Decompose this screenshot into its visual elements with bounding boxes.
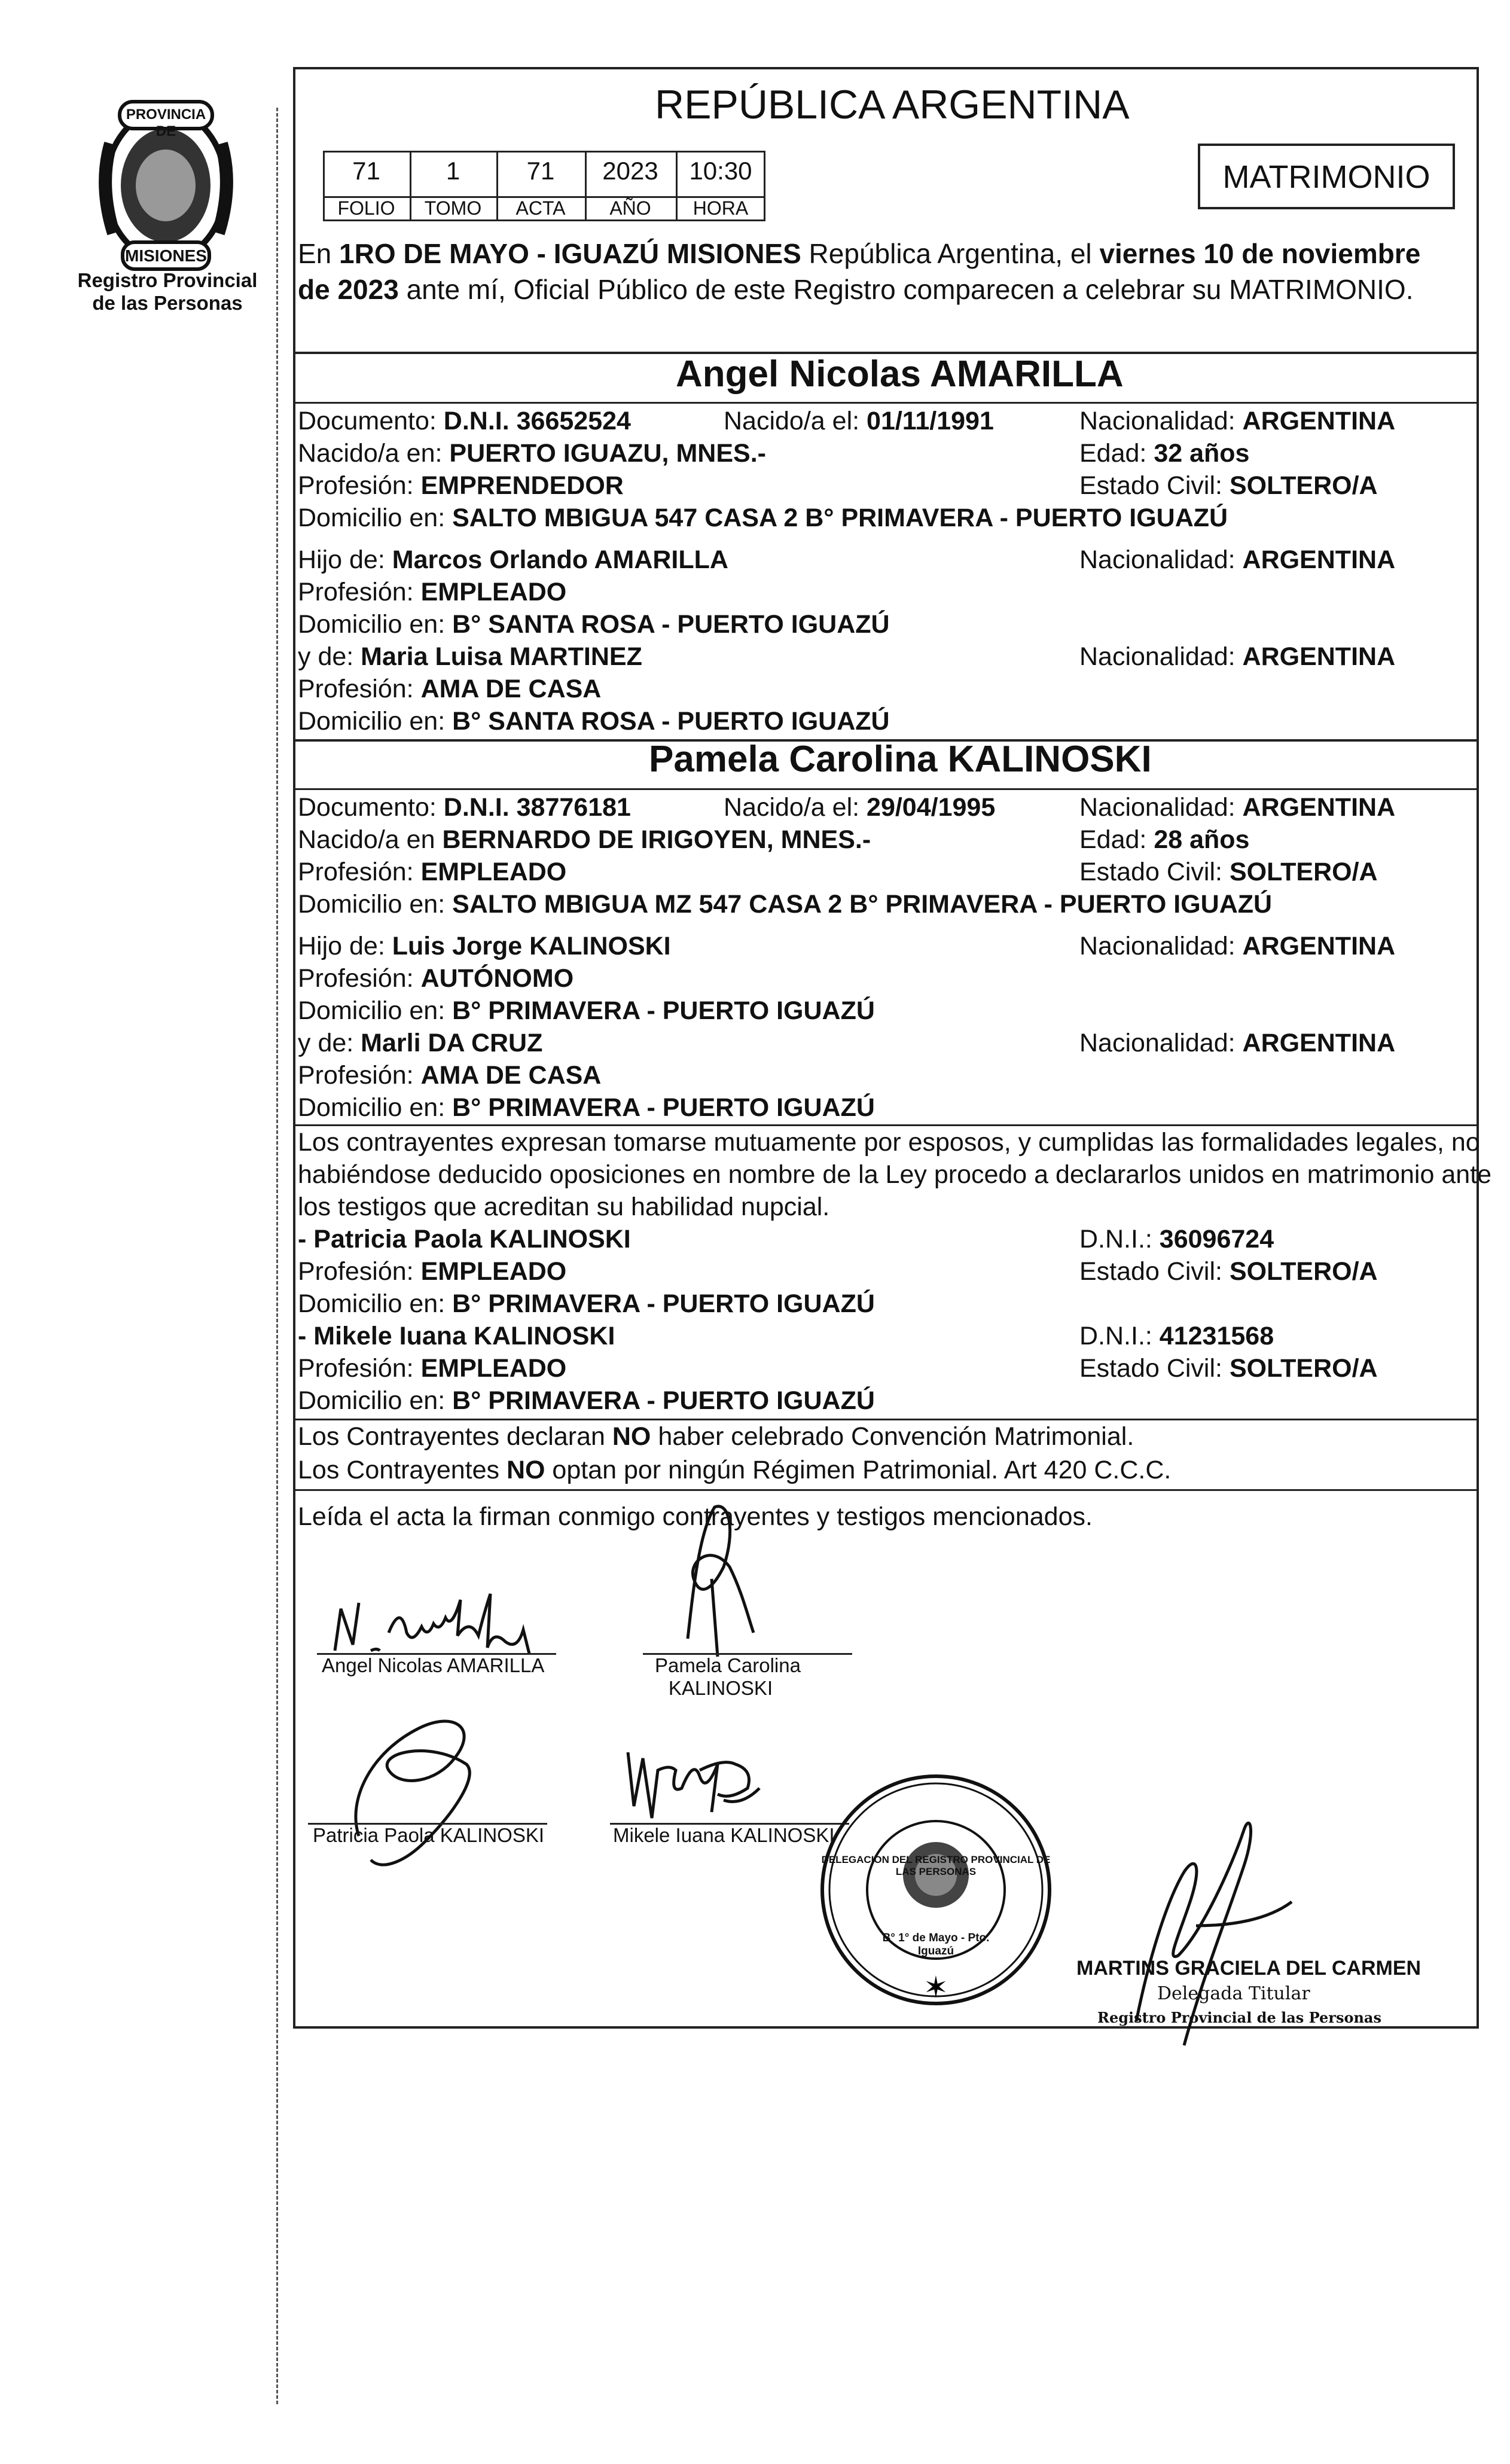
spouse2-address: Domicilio en: SALTO MBIGUA MZ 547 CASA 2 B° PRIMAVERA - PUERTO IGUAZÚ <box>298 890 1273 919</box>
tomo-value: 1 <box>446 157 460 185</box>
stamp-ring-text: DELEGACION DEL REGISTRO PROVINCIAL DE LAS PERSONAS <box>821 1854 1051 1877</box>
spouse1-nationality: Nacionalidad: ARGENTINA <box>1079 407 1396 435</box>
spouse1-birthdate: Nacido/a el: 01/11/1991 <box>724 407 994 435</box>
acta-value: 71 <box>526 157 555 185</box>
stamp-inner-text: B° 1° de Mayo - Pto. Iguazú <box>882 1932 990 1957</box>
caption-line-1: Registro Provincial <box>77 269 258 291</box>
closing-statement: Leída el acta la firman conmigo contrayentes y testigos mencionados. <box>298 1502 1093 1531</box>
witness2-name: - Mikele Iuana KALINOSKI <box>298 1322 615 1350</box>
spouse2-birthdate: Nacido/a el: 29/04/1995 <box>724 793 996 822</box>
spouse1-mother-nationality: Nacionalidad: ARGENTINA <box>1079 642 1396 671</box>
witness1-profession: Profesión: EMPLEADO <box>298 1257 567 1286</box>
intro-line-1: En 1RO DE MAYO - IGUAZÚ MISIONES República Argentina, el viernes 10 de noviembre <box>298 238 1421 269</box>
anio-value: 2023 <box>602 157 658 185</box>
spouse2-nationality: Nacionalidad: ARGENTINA <box>1079 793 1396 822</box>
spouse2-father-profession: Profesión: AUTÓNOMO <box>298 964 574 993</box>
hora-label: HORA <box>693 197 749 219</box>
regime-line-1: Los Contrayentes declaran NO haber celebrado Convención Matrimonial. <box>298 1422 1134 1451</box>
hora-value: 10:30 <box>689 157 752 185</box>
signature-name-1: Angel Nicolas AMARILLA <box>322 1654 545 1676</box>
registry-seal-logo <box>87 96 245 275</box>
caption-line-2: de las Personas <box>92 292 243 314</box>
witness1-civil-status: Estado Civil: SOLTERO/A <box>1079 1257 1378 1286</box>
official-stamp <box>816 1770 1056 2009</box>
signature-name-4: Mikele Iuana KALINOSKI <box>613 1824 835 1846</box>
spouse1-father-nationality: Nacionalidad: ARGENTINA <box>1079 545 1396 574</box>
spouse1-name: Angel Nicolas AMARILLA <box>676 353 1124 395</box>
spouse2-mother: y de: Marli DA CRUZ <box>298 1029 543 1057</box>
witness2-dni: D.N.I.: 41231568 <box>1079 1322 1274 1350</box>
witness2-profession: Profesión: EMPLEADO <box>298 1354 567 1383</box>
logo-text-top: PROVINCIA DE <box>126 106 206 139</box>
spouse1-mother: y de: Maria Luisa MARTINEZ <box>298 642 642 671</box>
tomo-label: TOMO <box>424 197 482 219</box>
spouse1-address: Domicilio en: SALTO MBIGUA 547 CASA 2 B° PRIMAVERA - PUERTO IGUAZÚ <box>298 504 1228 532</box>
spouse2-mother-nationality: Nacionalidad: ARGENTINA <box>1079 1029 1396 1057</box>
declaration-line-1: Los contrayentes expresan tomarse mutuamente por esposos, y cumplidas las formalidades legales, no <box>298 1128 1480 1157</box>
signature-pamela <box>658 1495 777 1666</box>
spouse2-father-nationality: Nacionalidad: ARGENTINA <box>1079 932 1396 960</box>
spouse1-civil-status: Estado Civil: SOLTERO/A <box>1079 471 1378 500</box>
spouse2-birthplace: Nacido/a en BERNARDO DE IRIGOYEN, MNES.- <box>298 825 871 854</box>
official-org: Registro Provincial de las Personas <box>1097 2009 1381 2026</box>
registry-caption <box>60 269 275 315</box>
spouse2-profession: Profesión: EMPLEADO <box>298 858 567 886</box>
spouse2-age: Edad: 28 años <box>1079 825 1250 854</box>
signature-name-3: Patricia Paola KALINOSKI <box>313 1824 545 1846</box>
official-title: Delegada Titular <box>1157 1983 1310 2004</box>
spouse1-mother-profession: Profesión: AMA DE CASA <box>298 675 602 703</box>
spouse1-father: Hijo de: Marcos Orlando AMARILLA <box>298 545 728 574</box>
spouse1-profession: Profesión: EMPRENDEDOR <box>298 471 624 500</box>
official-name: MARTINS GRACIELA DEL CARMEN <box>1076 1957 1421 1980</box>
spouse2-civil-status: Estado Civil: SOLTERO/A <box>1079 858 1378 886</box>
spouse2-father: Hijo de: Luis Jorge KALINOSKI <box>298 932 671 960</box>
signature-name-2: Pamela Carolina KALINOSKI <box>655 1654 801 1699</box>
acta-label: ACTA <box>515 197 566 219</box>
spouse1-birthplace: Nacido/a en: PUERTO IGUAZU, MNES.- <box>298 439 766 468</box>
spouse2-father-address: Domicilio en: B° PRIMAVERA - PUERTO IGUAZÚ <box>298 996 875 1025</box>
folio-value: 71 <box>352 157 380 185</box>
anio-label: AÑO <box>609 197 651 219</box>
svg-text:✶: ✶ <box>923 1970 948 2005</box>
folio-label: FOLIO <box>337 197 395 219</box>
spouse2-mother-address: Domicilio en: B° PRIMAVERA - PUERTO IGUAZÚ <box>298 1093 875 1122</box>
signature-mikele <box>616 1734 783 1833</box>
document-type-box: MATRIMONIO <box>1198 144 1455 209</box>
declaration-line-3: los testigos que acreditan su habilidad nupcial. <box>298 1193 830 1221</box>
witness1-dni: D.N.I.: 36096724 <box>1079 1225 1274 1254</box>
intro-line-2: de 2023 ante mí, Oficial Público de este Registro comparecen a celebrar su MATRIMONIO. <box>298 274 1414 305</box>
spouse1-father-profession: Profesión: EMPLEADO <box>298 578 567 606</box>
margin-line <box>276 108 278 2404</box>
spouse2-document: Documento: D.N.I. 38776181 <box>298 793 631 822</box>
witness2-address: Domicilio en: B° PRIMAVERA - PUERTO IGUAZÚ <box>298 1386 875 1415</box>
logo-text-bottom: MISIONES <box>125 246 207 265</box>
spouse1-mother-address: Domicilio en: B° SANTA ROSA - PUERTO IGUAZÚ <box>298 707 890 736</box>
spouse2-mother-profession: Profesión: AMA DE CASA <box>298 1061 602 1090</box>
country-title: REPÚBLICA ARGENTINA <box>655 82 1130 127</box>
spouse1-father-address: Domicilio en: B° SANTA ROSA - PUERTO IGUAZÚ <box>298 610 890 639</box>
signature-patricia <box>335 1693 526 1875</box>
spouse1-document: Documento: D.N.I. 36652524 <box>298 407 631 435</box>
spouse2-name: Pamela Carolina KALINOSKI <box>649 739 1152 780</box>
witness1-name: - Patricia Paola KALINOSKI <box>298 1225 631 1254</box>
regime-line-2: Los Contrayentes NO optan por ningún Régimen Patrimonial. Art 420 C.C.C. <box>298 1456 1172 1484</box>
witness1-address: Domicilio en: B° PRIMAVERA - PUERTO IGUAZÚ <box>298 1289 875 1318</box>
witness2-civil-status: Estado Civil: SOLTERO/A <box>1079 1354 1378 1383</box>
spouse1-age: Edad: 32 años <box>1079 439 1250 468</box>
declaration-line-2: habiéndose deducido oposiciones en nombre de la Ley procedo a declararlos unidos en matrimonio ante <box>298 1160 1492 1189</box>
